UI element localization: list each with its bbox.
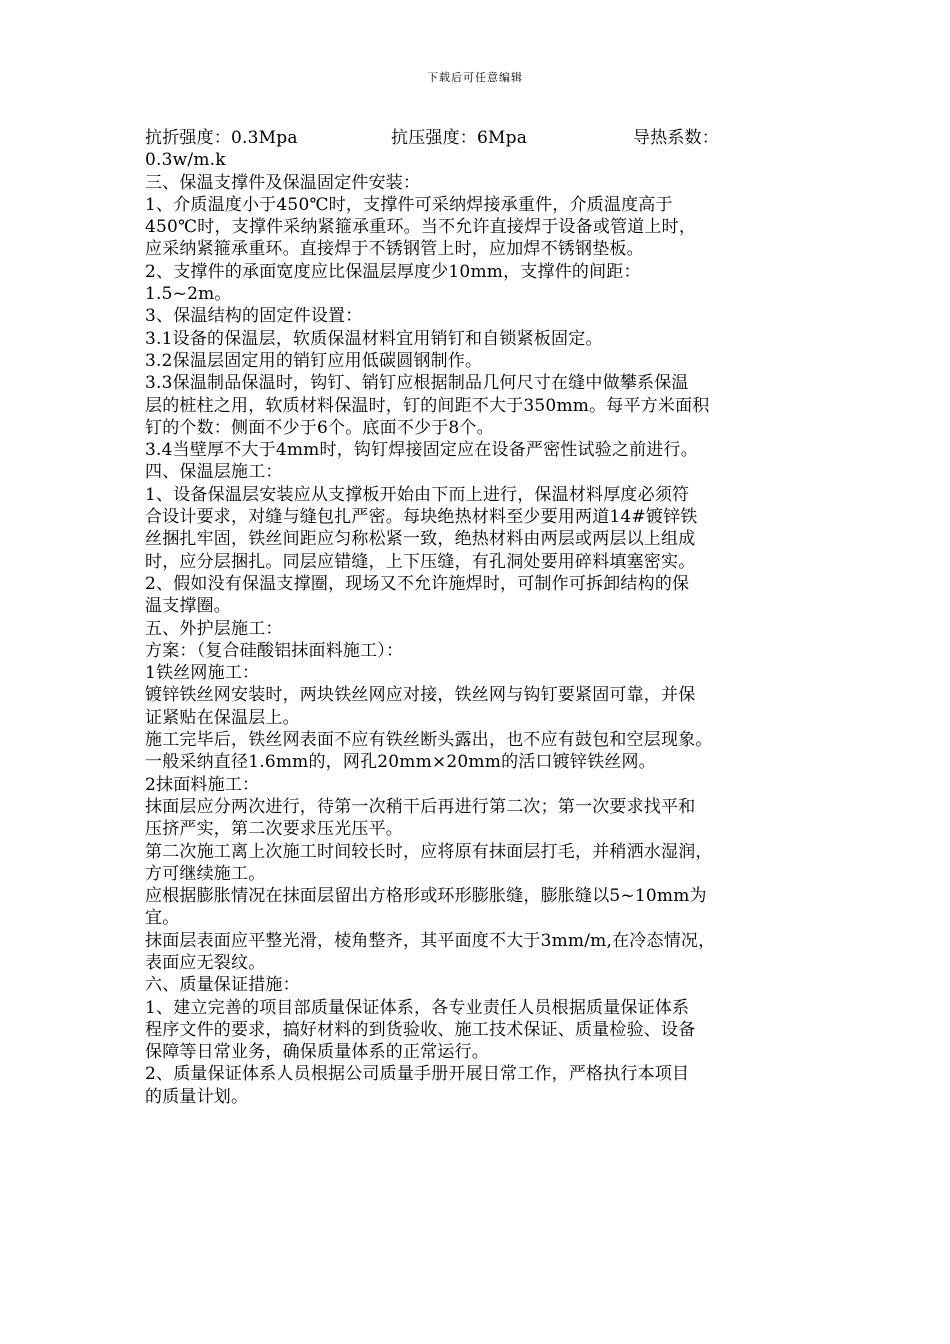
text-line: 时，应分层捆扎。同层应错缝，上下压缝，有孔洞处要用碎料填塞密实。 [145, 551, 696, 572]
text-line: 的质量计划。 [145, 1086, 249, 1107]
text-line: 表面应无裂纹。 [145, 952, 266, 973]
text-line: 四、保温层施工： [145, 462, 283, 483]
text-line: 宜。 [145, 908, 180, 929]
page-header-note: 下载后可任意编辑 [427, 71, 523, 84]
text-line: 施工完毕后，铁丝网表面不应有铁丝断头露出，也不应有鼓包和空层现象。 [145, 730, 713, 751]
text-line: 3.4当壁厚不大于4mm时，钩钉焊接固定应在设备严密性试验之前进行。 [145, 440, 698, 461]
text-line: 证紧贴在保温层上。 [145, 707, 300, 728]
text-line: 1铁丝网施工： [145, 663, 260, 684]
paragraph-lines [145, 149, 817, 1108]
text-line: 程序文件的要求，搞好材料的到货验收、施工技术保证、质量检验、设备 [145, 1019, 696, 1040]
text-line: 层的桩柱之用，软质材料保温时，钉的间距不大于350mm。每平方米面积 [145, 395, 710, 416]
text-line: 丝捆扎牢固，铁丝间距应匀称松紧一致，绝热材料由两层或两层以上组成 [145, 529, 696, 550]
text-line: 第二次施工离上次施工时间较长时，应将原有抹面层打毛，并稍洒水湿润， [145, 841, 713, 862]
text-line: 2、质量保证体系人员根据公司质量手册开展日常工作，严格执行本项目 [145, 1064, 690, 1085]
text-line: 1.5~2m。 [145, 284, 232, 305]
text-line: 抹面层表面应平整光滑，棱角整齐，其平面度不大于3mm/m,在冷态情况， [145, 930, 716, 951]
text-line: 2、支撑件的承面宽度应比保温层厚度少10mm，支撑件的间距： [145, 261, 641, 282]
text-line: 450℃时，支撑件采纳紧箍承重环。当不允许直接焊于设备或管道上时， [145, 217, 697, 238]
text-line: 方可继续施工。 [145, 863, 266, 884]
document-body [145, 127, 817, 1108]
text-line: 保障等日常业务，确保质量体系的正常运行。 [145, 1042, 489, 1063]
text-line: 2、假如没有保温支撑圈，现场又不允许施焊时，可制作可拆卸结构的保 [145, 573, 690, 594]
text-line: 钉的个数：侧面不少于6个。底面不少于8个。 [145, 417, 494, 438]
text-line: 3、保温结构的固定件设置： [145, 306, 363, 327]
compressive-strength: 抗压强度：6Mpa [391, 128, 528, 148]
text-line: 六、质量保证措施： [145, 975, 300, 996]
text-line: 应采纳紧箍承重环。直接焊于不锈钢管上时，应加焊不锈钢垫板。 [145, 239, 644, 260]
text-line: 抹面层应分两次进行，待第一次稍干后再进行第二次；第一次要求找平和 [145, 796, 696, 817]
flexural-strength: 抗折强度：0.3Mpa [145, 128, 298, 148]
material-properties-line [145, 127, 817, 149]
text-line: 压挤严实，第二次要求压光压平。 [145, 819, 403, 840]
text-line: 1、建立完善的项目部质量保证体系，各专业责任人员根据质量保证体系 [145, 997, 690, 1018]
text-line: 应根据膨胀情况在抹面层留出方格形或环形膨胀缝，膨胀缝以5~10mm为 [145, 886, 707, 907]
text-line: 方案：（复合硅酸铝抹面料施工）： [145, 640, 404, 661]
text-line: 合设计要求，对缝与缝包扎严密。每块绝热材料至少要用两道14#镀锌铁 [145, 507, 698, 528]
text-line: 一般采纳直径1.6mm的，网孔20mm×20mm的活口镀锌铁丝网。 [145, 752, 656, 773]
text-line: 1、介质温度小于450℃时，支撑件可采纳焊接承重件，介质温度高于 [145, 194, 673, 215]
thermal-conductivity-label: 导热系数： [633, 128, 719, 148]
text-line: 五、外护层施工： [145, 618, 283, 639]
text-line: 三、保温支撑件及保温固定件安装： [145, 172, 421, 193]
text-line: 温支撑圈。 [145, 596, 231, 617]
text-line: 3.1设备的保温层，软质保温材料宜用销钉和自锁紧板固定。 [145, 328, 603, 349]
text-line: 3.3保温制品保温时，钩钉、销钉应根据制品几何尺寸在缝中做攀系保温 [145, 373, 689, 394]
text-line: 0.3w/m.k [145, 150, 226, 171]
text-line: 1、设备保温层安装应从支撑板开始由下而上进行，保温材料厚度必须符 [145, 484, 690, 505]
text-line: 2抹面料施工： [145, 774, 260, 795]
text-line: 3.2保温层固定用的销钉应用低碳圆钢制作。 [145, 350, 483, 371]
text-line: 镀锌铁丝网安装时，两块铁丝网应对接，铁丝网与钩钉要紧固可靠，并保 [145, 685, 696, 706]
